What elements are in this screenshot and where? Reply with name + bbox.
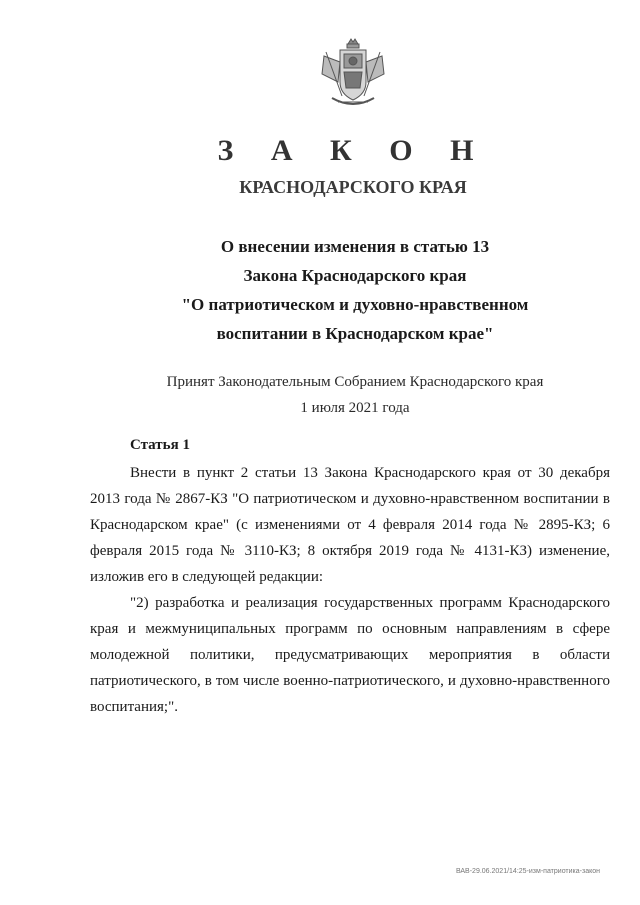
adoption-date: 1 июля 2021 года [300,400,410,416]
document-type-title: З А К О Н [217,134,489,167]
region-title: КРАСНОДАРСКОГО КРАЯ [239,177,467,197]
article-paragraph-amendment: "2) разработка и реализация государственных программ Краснодарского края и межмуниципальных программ по основным направлениям в сфере молодежной политики, предусматривающих мероприятия в области патриотического, в том числе военно-патриотического, и духовно-нравственного воспитания;". [90,595,610,715]
heading-line: Закона Краснодарского края [243,266,467,285]
heading-line: "О патриотическом и духовно-нравственном [181,295,529,314]
document-footer-code: ВАВ-29.06.2021/14:25-изм-патриотика-закон [455,868,600,875]
adoption-note [120,369,590,421]
coat-of-arms-icon [318,38,388,110]
heading-line: О внесении изменения в статью 13 [220,237,490,256]
heading-line: воспитании в Краснодарском крае" [216,324,494,343]
adoption-body: Принят Законодательным Собранием Краснодарского края [166,374,544,390]
article-label: Статья 1 [130,437,190,453]
article-paragraph: Внести в пункт 2 статьи 13 Закона Краснодарского края от 30 декабря 2013 года № 2867-КЗ "О патриотическом и духовно-нравственном воспитании в Краснодарском крае" (с изменениями от 4 февраля 2014 года № 2895-КЗ; 6 февраля 2015 года № 3110-КЗ; 8 октября 2019 года № 4131-КЗ) изменение, изложив его в следующей редакции: [90,465,610,585]
law-heading [120,232,590,348]
